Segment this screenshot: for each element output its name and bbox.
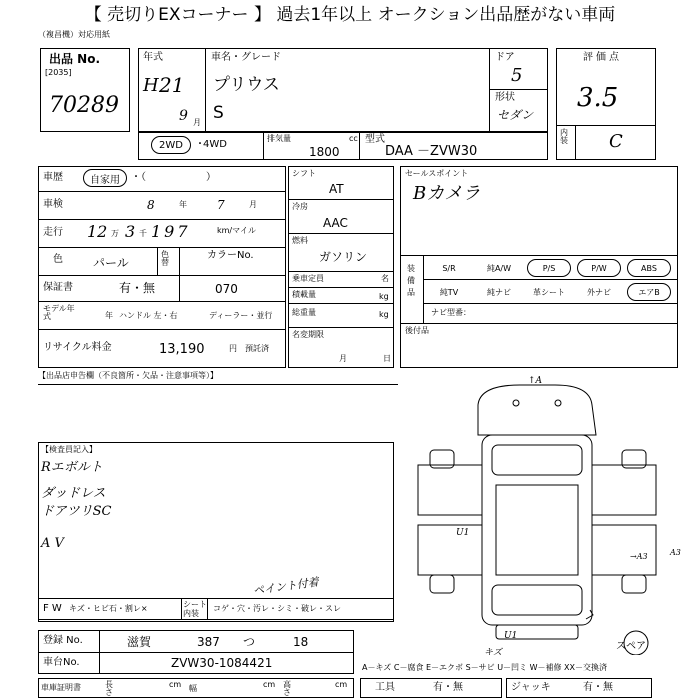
- weight-unit: kg: [379, 310, 389, 319]
- recycle-unit: 円: [229, 344, 237, 353]
- drive-sep: ・: [195, 139, 205, 150]
- recycle-value: 13,190: [159, 342, 205, 357]
- change-label: 名変期限: [292, 330, 324, 339]
- month-unit: 月: [193, 118, 201, 127]
- navi-label: ナビ型番：: [431, 308, 471, 317]
- year-label: 年式: [143, 52, 163, 63]
- handle: ハンドル 左・右: [119, 311, 178, 320]
- cert-unit-2: cm: [263, 680, 276, 689]
- mileage-unit: km/マイル: [217, 226, 256, 235]
- mileage-man-unit: 万: [111, 229, 119, 238]
- reg-label: 登録 No.: [43, 635, 83, 646]
- reg-class: 387: [197, 635, 220, 649]
- equipment-item: 純ナビ: [487, 287, 511, 297]
- equipment-item: P/W: [577, 259, 621, 277]
- drive-2wd: 2WD: [151, 136, 191, 154]
- katashiki-label: 型式: [365, 134, 385, 145]
- color-value: パール: [93, 256, 129, 270]
- cert-wid: 幅: [189, 684, 197, 693]
- defect-note: ペイント付着: [252, 575, 320, 598]
- spec-table: [288, 166, 394, 368]
- equipment-item: 外ナビ: [587, 287, 611, 297]
- inspector-line-1: Rエボルト: [41, 460, 103, 475]
- postfit-label: 後付品: [405, 326, 429, 335]
- load-unit: kg: [379, 292, 389, 301]
- inspector-box: [38, 442, 394, 622]
- shaken-month-unit: 月: [249, 200, 257, 209]
- cert-unit-1: cm: [169, 680, 182, 689]
- model-year-label: モデル年式: [43, 304, 75, 321]
- mileage-rest: 197: [151, 222, 191, 241]
- bottom-note: キズ: [484, 648, 502, 655]
- legend: A－キズ C－腐食 E－エクボ S－サビ U－凹ミ W－補修 XX－交換済: [362, 663, 608, 672]
- change-month: 月: [339, 354, 347, 363]
- model-year-unit: 年: [105, 311, 113, 320]
- reg-number: 18: [293, 635, 309, 649]
- fuel-label: 燃料: [292, 236, 308, 245]
- change-day: 日: [383, 354, 391, 363]
- year-era: H: [143, 75, 159, 96]
- seat-label: シート内装: [183, 600, 207, 618]
- auction-sheet: [0, 30, 700, 700]
- door-value: 5: [511, 65, 523, 86]
- color-code-label: カラーNo.: [207, 250, 254, 261]
- displacement-value: 1800: [309, 145, 340, 159]
- drive-box: [138, 132, 548, 160]
- color-label: 色: [53, 254, 63, 265]
- history-label: 車歴: [43, 172, 63, 183]
- jack-value: 有・無: [583, 682, 613, 693]
- year-value: 21: [159, 73, 185, 97]
- mileage-sen: 3: [125, 222, 136, 241]
- inspector-line-3: ドアツリSC: [41, 504, 112, 519]
- shaken-month: 7: [217, 198, 225, 212]
- rating-box: [556, 48, 656, 160]
- model-name: プリウス: [213, 75, 280, 95]
- rating-value: 3.5: [577, 83, 619, 113]
- interior-value: C: [609, 131, 623, 152]
- tools-value: 有・無: [433, 682, 463, 693]
- car-diagram: [400, 375, 700, 655]
- cert-len: 長さ: [105, 680, 113, 697]
- history-rest: ・（ ）: [131, 172, 216, 183]
- banner: 【 売切りEXコーナー 】 過去1年以上 オークション出品歴がない車両: [0, 0, 700, 30]
- fw-label: F W: [43, 603, 62, 614]
- rating-label: 評価点: [583, 52, 622, 63]
- mileage-man: 12: [87, 222, 108, 241]
- lot-box: [40, 48, 130, 132]
- equipment-item: S/R: [442, 263, 456, 273]
- year-box: [138, 48, 548, 132]
- sales-label: セールスポイント: [405, 169, 469, 178]
- spare-label: スペア: [616, 641, 646, 652]
- tools-label: 工具: [375, 682, 395, 693]
- equipment-item: 純A/W: [486, 263, 512, 273]
- equipment-item: ABS: [627, 259, 671, 277]
- top-partial: （複昌機）対応用紙: [38, 30, 110, 39]
- chassis-value: ZVW30-1084421: [171, 656, 273, 670]
- bottom-u-mark: U1: [504, 631, 518, 641]
- fuel-value: ガソリン: [319, 250, 368, 264]
- year-month: 9: [179, 108, 188, 124]
- color-repaint: 色替: [161, 250, 169, 267]
- lot-label: 出品 No.: [49, 52, 101, 66]
- door-label: ドア: [495, 52, 515, 63]
- seller-note-label: 【出品店申告欄（不良箇所・欠品・注意事項等）】: [38, 371, 218, 380]
- right-mark-c: →A3: [630, 552, 648, 561]
- history-value: 自家用: [83, 169, 127, 187]
- cert-label: 車庫証明書: [41, 683, 81, 692]
- model-label: 車名・グレード: [211, 52, 281, 63]
- shaken-label: 車検: [43, 199, 63, 210]
- tools-box: [360, 678, 502, 698]
- left-mark: U1: [456, 528, 470, 538]
- reg-place: 滋賀: [127, 635, 152, 649]
- drive-4wd: 4WD: [203, 139, 227, 150]
- displacement-label: 排気量: [267, 134, 291, 143]
- sales-table: [400, 166, 678, 368]
- shift-value: AT: [329, 182, 344, 196]
- katashiki-value: DAA －ZVW30: [385, 144, 478, 159]
- recycle-label: リサイクル料金: [43, 342, 112, 353]
- equipment-label: 装備品: [407, 264, 415, 297]
- defect-row: [38, 598, 394, 620]
- model-grade: S: [213, 103, 224, 123]
- weight-label: 総重量: [292, 308, 316, 317]
- mileage-label: 走行: [43, 227, 63, 238]
- inspector-line-4: A V: [41, 536, 64, 551]
- cert-hei: 高さ: [283, 680, 291, 697]
- reg-kana: つ: [243, 635, 256, 649]
- displacement-unit: cc: [349, 134, 358, 143]
- color-code: 070: [215, 282, 238, 296]
- aircon-label: 冷房: [292, 202, 308, 211]
- inspector-line-2: ダッドレス: [41, 486, 106, 501]
- warranty-label: 保証書: [43, 282, 73, 293]
- right-mark-a: A3: [670, 548, 681, 557]
- aircon-value: AAC: [323, 216, 348, 230]
- fw-items: キズ・ヒビ石・割レ×: [69, 604, 148, 613]
- interior-label: 内装: [560, 128, 568, 145]
- shaken-year-unit: 年: [179, 200, 187, 209]
- info-table: [38, 166, 286, 368]
- equipment-item: 純TV: [439, 287, 459, 297]
- jack-label: ジャッキ: [511, 682, 551, 693]
- lot-number: 70289: [49, 93, 119, 118]
- shape-value: セダン: [497, 108, 534, 122]
- dealer: ディーラー・並行: [209, 311, 273, 320]
- warranty-value: 有・無: [119, 281, 156, 295]
- cert-row: [38, 678, 354, 698]
- front-mark: ↑A: [528, 376, 543, 386]
- recycle-note: 預託済: [245, 344, 269, 353]
- registration-table: [38, 630, 354, 674]
- shift-label: シフト: [292, 169, 316, 178]
- capacity-label: 乗車定員: [292, 274, 324, 283]
- load-label: 積載量: [292, 290, 316, 299]
- jack-box: [506, 678, 652, 698]
- mileage-sen-unit: 千: [139, 229, 147, 238]
- cert-unit-3: cm: [335, 680, 348, 689]
- equipment-item: エアB: [627, 283, 671, 301]
- chassis-label: 車台No.: [43, 657, 80, 668]
- sales-value: Bカメラ: [413, 183, 481, 204]
- inspector-label: 【検査員記入】: [41, 445, 97, 454]
- capacity-unit: 名: [381, 274, 389, 283]
- shape-label: 形状: [495, 92, 515, 103]
- equipment-item: P/S: [527, 259, 571, 277]
- shaken-year: 8: [147, 198, 155, 212]
- seat-items: コゲ・穴・汚レ・シミ・破レ・スレ: [213, 604, 341, 613]
- equipment-item: 革シート: [533, 287, 565, 297]
- lot-small: [2035]: [45, 68, 72, 77]
